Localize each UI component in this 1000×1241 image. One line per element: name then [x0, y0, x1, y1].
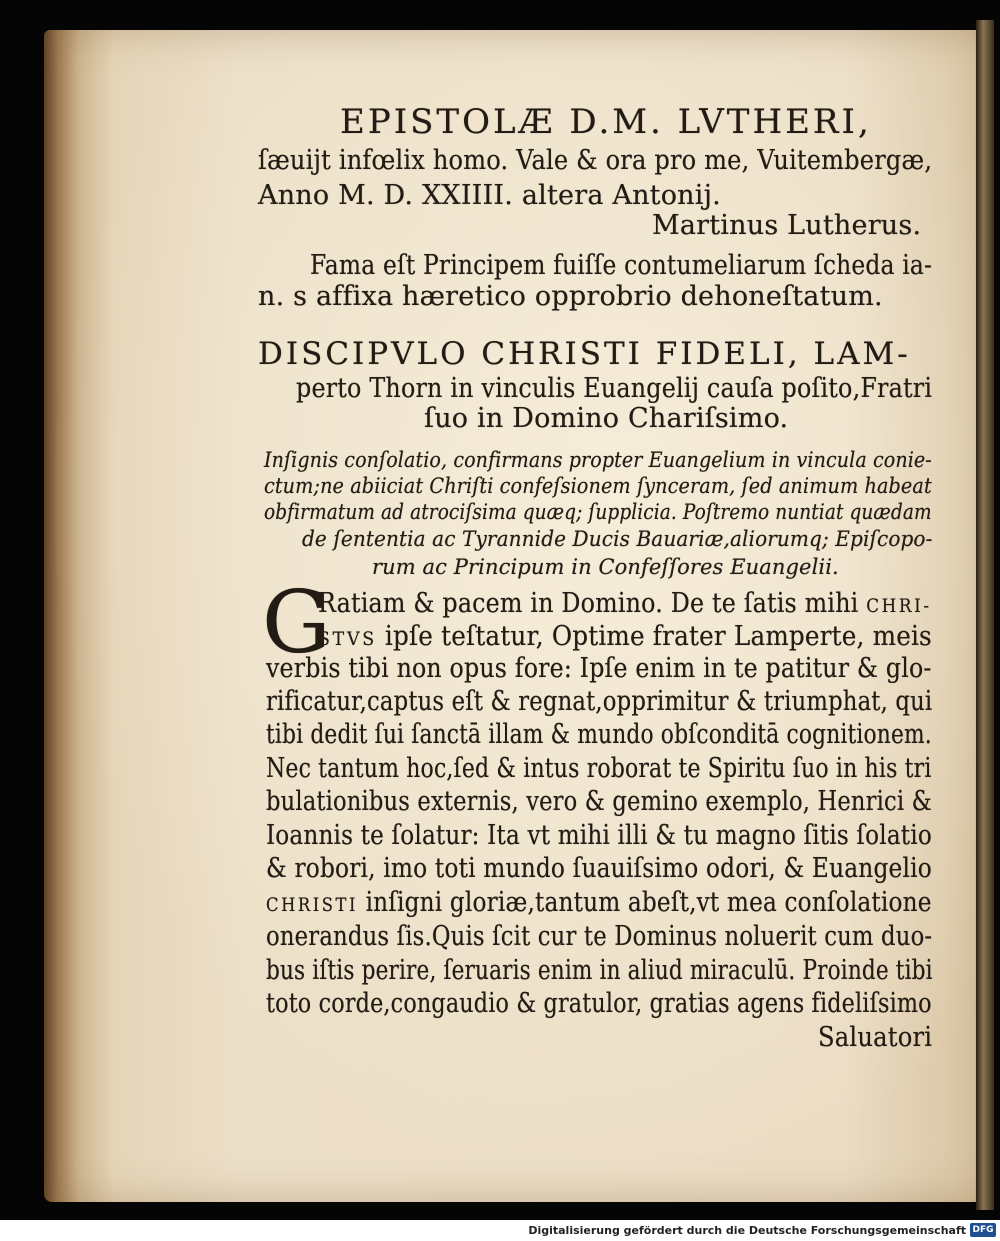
- summary-line-2: ctum;ne abiiciat Chriſti confeſsionem ſynceram, ſed animum habeat: [264, 474, 932, 498]
- note-line-2: n. s affixa hæretico opprobrio dehoneſtatum.: [258, 281, 883, 312]
- body-line-5: tibi dedit ſui ſanctā illam & mundo obſconditā cognitionem.: [266, 719, 932, 750]
- body-line-12: bus iſtis perire, ſeruaris enim in aliud miraculū. Proinde tibi: [266, 955, 933, 986]
- body-line-6: Nec tantum hoc,ſed & intus roborat te Spiritu ſuo in his tri: [266, 753, 932, 784]
- summary-line-4: de ſententia ac Tyrannide Ducis Bauariæ,aliorumq; Epiſcopo-: [302, 527, 933, 551]
- body-line-11: onerandus ſis.Quis ſcit cur te Dominus noluerit cum duo-: [266, 921, 933, 952]
- body-line-10-smallcaps: CHRISTI: [266, 894, 359, 916]
- body-line-7: bulationibus externis, vero & gemino exemplo, Henrici &: [266, 786, 932, 817]
- footer-credit: Digitalisierung gefördert durch die Deutsche Forschungsgemeinschaft: [528, 1224, 966, 1237]
- letter-end-line-2: Anno M. D. XXIIII. altera Antonij.: [258, 180, 721, 211]
- note-line-1: Fama eſt Principem fuiſſe contumeliarum ſcheda ia-: [310, 250, 933, 281]
- body-line-1-smallcaps: CHRI-: [866, 595, 932, 617]
- body-line-4: rificatur,captus eſt & regnat,opprimitur & triumphat, qui: [266, 686, 933, 717]
- body-line-2-smallcaps: STVS: [318, 628, 377, 650]
- catchword: Saluatori: [818, 1022, 933, 1053]
- body-line-9: & robori, imo toti mundo ſuauiſsimo odori, & Euangelio: [266, 853, 932, 884]
- letter-end-line-1: ſæuijt infœlix homo. Vale & ora pro me, Vuitembergæ,: [258, 145, 933, 176]
- body-line-2: [318, 621, 932, 652]
- address-heading-line-2: perto Thorn in vinculis Euangelij cauſa poſito,Fratri: [296, 373, 933, 404]
- address-heading-line-3: ſuo in Domino Chariſsimo.: [424, 403, 789, 434]
- summary-line-1: Inſignis conſolatio, confirmans propter Euangelium in vincula conie-: [264, 448, 932, 472]
- summary-line-3: obfirmatum ad atrociſsima quæq; ſupplicia. Poſtremo nuntiat quædam: [264, 500, 932, 524]
- footer-bar: [0, 1220, 1000, 1241]
- drop-cap: G: [262, 573, 331, 673]
- summary-line-5: rum ac Principum in Confeſſores Euangelii.: [372, 555, 839, 579]
- body-line-8: Ioannis te ſolatur: Ita vt mihi illi & tu magno ſitis ſolatio: [266, 820, 932, 851]
- body-line-1-text: Ratiam & pacem in Domino. De te ſatis mihi: [318, 588, 859, 619]
- body-line-10: [266, 887, 932, 918]
- body-line-3: verbis tibi non opus fore: Ipſe enim in te patitur & glo-: [266, 653, 932, 684]
- body-line-1: [318, 588, 932, 619]
- address-heading-line-1: DISCIPVLO CHRISTI FIDELI, LAM-: [258, 336, 911, 372]
- page-edge: [976, 20, 994, 1210]
- body-line-10-text: inſigni gloriæ,tantum abeſt,vt mea conſolatione: [365, 887, 932, 918]
- body-line-13: toto corde,congaudio & gratulor, gratias agens fideliſsimo: [266, 988, 932, 1019]
- signature: Martinus Lutherus.: [652, 210, 922, 241]
- dfg-logo: DFG: [970, 1223, 996, 1237]
- running-header: EPISTOLÆ D.M. LVTHERI,: [340, 102, 872, 142]
- body-line-2-text: ipſe teſtatur, Optime frater Lamperte, meis: [384, 621, 932, 652]
